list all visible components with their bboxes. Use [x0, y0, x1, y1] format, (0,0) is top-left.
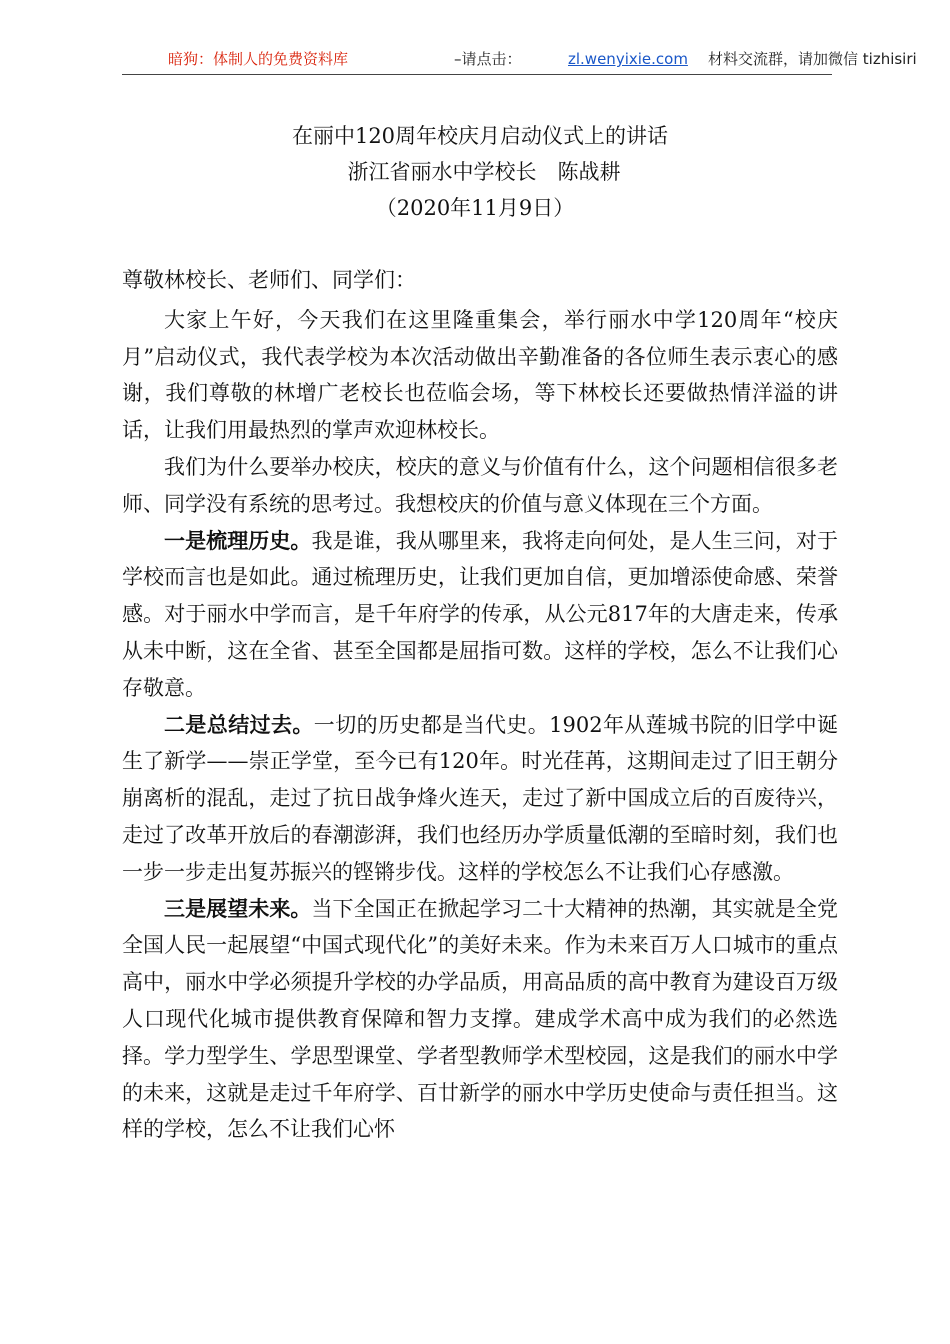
page-header	[122, 44, 917, 75]
header-brand: 暗狗：体制人的免费资料库	[168, 50, 349, 68]
author-line: 浙江省丽水中学校长 陈战耕	[347, 160, 621, 184]
paragraph-lead: 一是梳理历史。	[164, 528, 312, 553]
paragraph	[122, 449, 838, 523]
paragraph-text: 我们为什么要举办校庆，校庆的意义与价值有什么，这个问题相信很多老师、同学没有系统的思考过。我想校庆的价值与意义体现在三个方面。	[122, 454, 838, 516]
paragraph-text: 一切的历史都是当代史。1902年从莲城书院的旧学中诞生了新学——崇正学堂，至今已有120年。时光荏苒，这期间走过了旧王朝分崩离析的混乱，走过了抗日战争烽火连天，走过了新中国成立后的百废待兴，走过了改革开放后的春潮澎湃，我们也经历办学质量低潮的至暗时刻，我们也一步一步走出复苏振兴的铿锵步伐。这样的学校怎么不让我们心存感激。	[122, 712, 838, 884]
header-prompt: –请点击：	[454, 50, 522, 68]
speech-body	[122, 262, 838, 1148]
title-block	[0, 118, 950, 226]
paragraph-text: 当下全国正在掀起学习二十大精神的热潮，其实就是全党全国人民一起展望“中国式现代化”的美好未来。作为未来百万人口城市的重点高中，丽水中学必须提升学校的办学品质，用高品质的高中教育为建设百万级人口现代化城市提供教育保障和智力支撑。建成学术高中成为我们的必然选择。学力型学生、学思型课堂、学者型教师学术型校园，这是我们的丽水中学的未来，这就是走过千年府学、百廿新学的丽水中学历史使命与责任担当。这样的学校，怎么不让我们心怀	[122, 896, 838, 1142]
paragraph-lead: 二是总结过去。	[164, 712, 314, 737]
paragraph	[122, 523, 838, 707]
paragraph	[122, 302, 838, 449]
page-title: 在丽中120周年校庆月启动仪式上的讲话	[291, 124, 669, 148]
header-link[interactable]: zl.wenyixie.com	[568, 50, 688, 68]
paragraph-lead: 三是展望未来。	[164, 896, 312, 921]
paragraph-text: 大家上午好，今天我们在这里隆重集会，举行丽水中学120周年“校庆月”启动仪式，我代表学校为本次活动做出辛勤准备的各位师生表示衷心的感谢，我们尊敬的林增广老校长也莅临会场，等下林校长还要做热情洋溢的讲话，让我们用最热烈的掌声欢迎林校长。	[122, 307, 838, 443]
header-group-note: 材料交流群，请加微信 tizhisiri	[708, 50, 917, 68]
paragraph-text: 我是谁，我从哪里来，我将走向何处，是人生三问，对于学校而言也是如此。通过梳理历史，让我们更加自信，更加增添使命感、荣誉感。对于丽水中学而言，是千年府学的传承，从公元817年的大唐走来，传承从未中断，这在全省、甚至全国都是屈指可数。这样的学校，怎么不让我们心存敬意。	[122, 528, 838, 700]
paragraph	[122, 707, 838, 891]
date-line: （2020年11月9日）	[375, 196, 575, 220]
greeting: 尊敬林校长、老师们、同学们：	[122, 268, 416, 292]
paragraph	[122, 891, 838, 1149]
